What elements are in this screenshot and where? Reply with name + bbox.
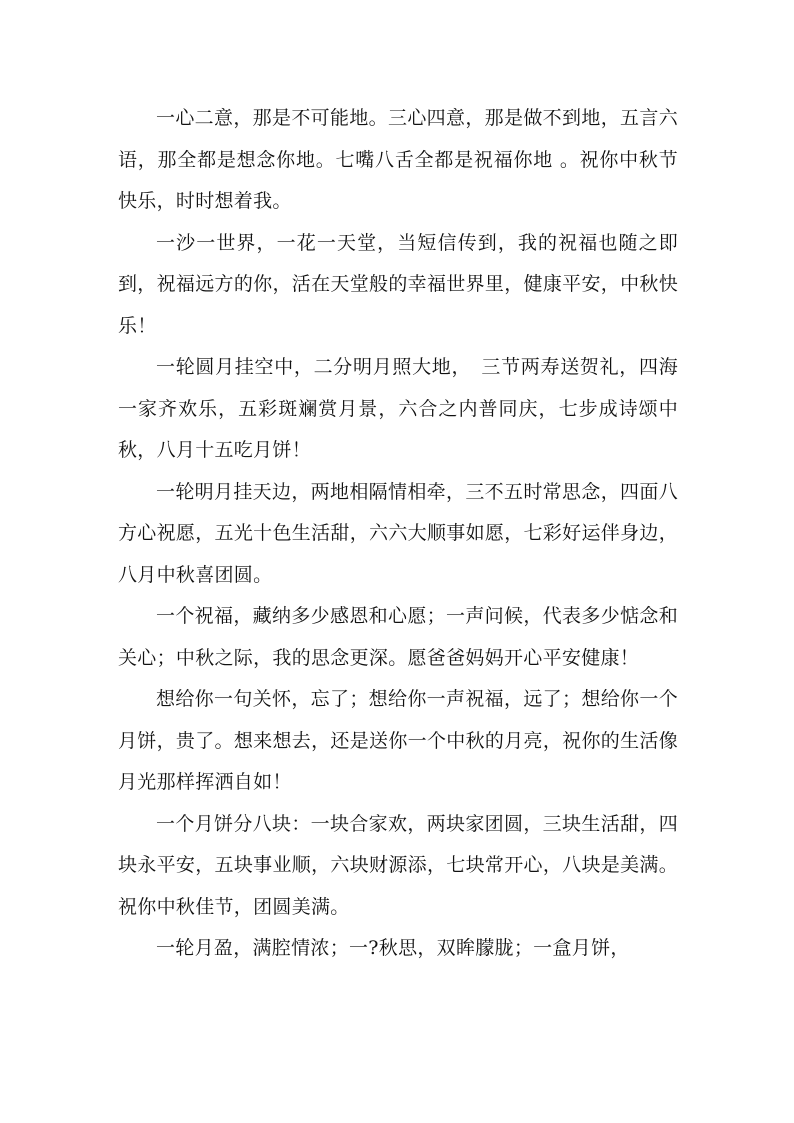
paragraph-4: 一轮明月挂天边，两地相隔情相牵，三不五时常思念，四面八方心祝愿，五光十色生活甜，六六大顺事如愿，七彩好运伴身边，八月中秋喜团圆。 [118, 480, 678, 586]
paragraph-7: 一个月饼分八块：一块合家欢，两块家团圆，三块生活甜，四块永平安，五块事业顺，六块财源添，七块常开心，八块是美满。祝你中秋佳节，团圆美满。 [118, 812, 678, 918]
paragraph-2: 一沙一世界，一花一天堂，当短信传到，我的祝福也随之即到，祝福远方的你，活在天堂般的幸福世界里，健康平安，中秋快乐！ [118, 231, 678, 337]
paragraph-6: 想给你一句关怀，忘了；想给你一声祝福，远了；想给你一个月饼，贵了。想来想去，还是送你一个中秋的月亮，祝你的生活像月光那样挥洒自如！ [118, 688, 678, 793]
paragraph-5: 一个祝福，藏纳多少感恩和心愿；一声问候，代表多少惦念和关心；中秋之际，我的思念更深。愿爸爸妈妈开心平安健康！ [118, 605, 678, 669]
document-body [118, 98, 678, 970]
paragraph-8: 一轮月盈，满腔情浓；一?秋思，双眸朦胧；一盒月饼， [156, 937, 630, 959]
paragraph-3: 一轮圆月挂空中，二分明月照大地， 三节两寿送贺礼，四海一家齐欢乐，五彩斑斓赏月景，六合之内普同庆，七步成诗颂中秋，八月十五吃月饼！ [118, 356, 678, 461]
paragraph-1: 一心二意，那是不可能地。三心四意，那是做不到地，五言六语，那全都是想念你地。七嘴八舌全都是祝福你地 。祝你中秋节快乐，时时想着我。 [118, 107, 678, 212]
